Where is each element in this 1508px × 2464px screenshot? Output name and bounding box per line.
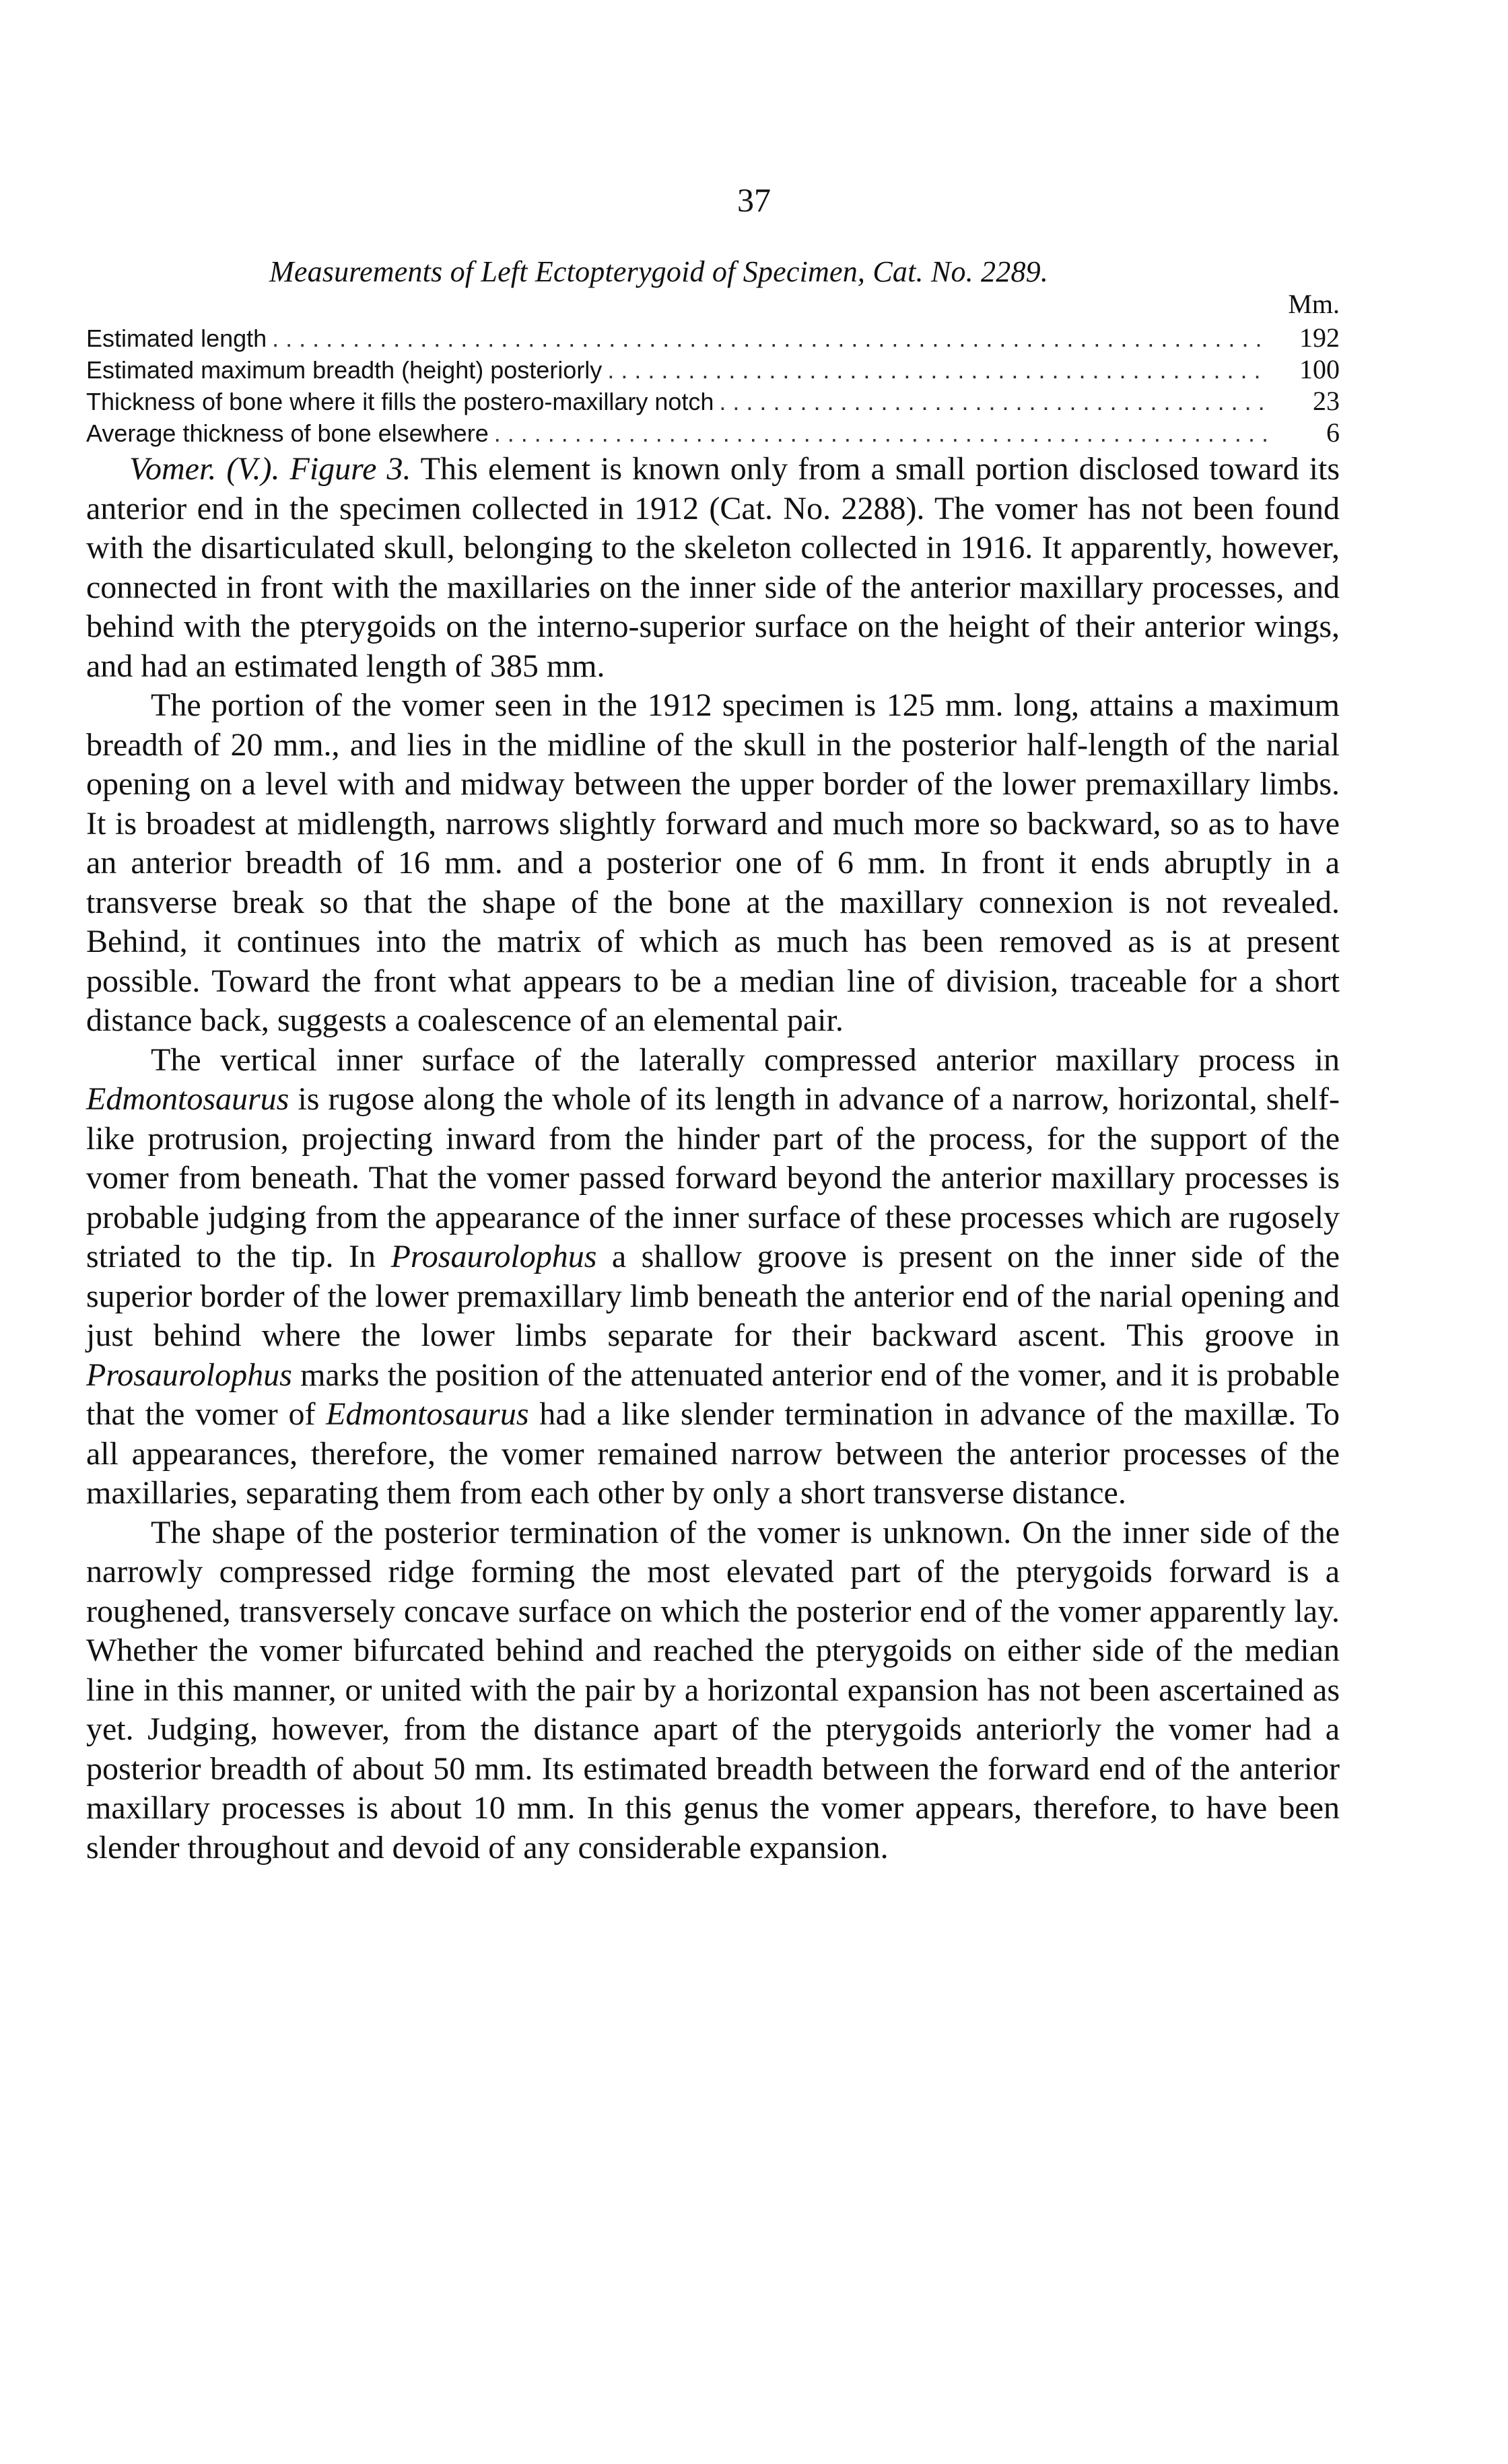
paragraph-inner-surface — [86, 1041, 1340, 1513]
dot-leader — [272, 322, 1267, 353]
paragraph-text: This element is known only from a small portion disclosed toward its anterior end in the specimen collected in 1912 (Cat. No. 2288). The vomer has not been found with the disarticulated skull, belonging to the skeleton collected in 1916. It apparently, however, connected in front with the maxillaries on the inner side of the anterior maxillary processes, and behind with the pterygoids on the interno-superior surface on the height of their anterior wings, and had an estimated length of 385 mm. — [86, 451, 1340, 684]
measurement-value: 6 — [1326, 417, 1340, 448]
measurement-label: Estimated length — [86, 324, 267, 352]
text-run: marks the position of the attenuated anterior end of the vomer, and it is probable that the vomer of — [86, 1357, 1340, 1432]
measurement-row — [86, 385, 1340, 417]
genus-name: Edmontosaurus — [86, 1081, 289, 1117]
measurements-title: Measurements of Left Ectopterygoid of Specimen, Cat. No. 2289. — [269, 255, 1049, 288]
measurements-table — [86, 322, 1340, 448]
paragraph-posterior-termination: The shape of the posterior termination of the vomer is unknown. On the inner side of the narrowly compressed ridge forming the most elevated part of the pterygoids forward is a roughened, transversely concave surface on which the posterior end of the vomer apparently lay. Whether the vomer bifurcated behind and reached the pterygoids on either side of the median line in this manner, or united with the pair by a horizontal expansion has not been ascertained as yet. Judging, however, from the distance apart of the pterygoids anteriorly the vomer had a posterior breadth of about 50 mm. Its estimated breadth between the forward end of the anterior maxillary processes is about 10 mm. In this genus the vomer appears, therefore, to have been slender throughout and devoid of any considerable expansion. — [86, 1514, 1340, 1866]
measurement-row — [86, 353, 1340, 385]
measurement-label: Average thickness of bone elsewhere — [86, 419, 489, 447]
body-text — [86, 450, 1340, 1868]
measurement-row — [86, 417, 1340, 448]
page-number: 37 — [737, 181, 771, 219]
dot-leader — [719, 386, 1267, 417]
text-run: The vertical inner surface of the laterally compressed anterior maxillary process in — [151, 1041, 1340, 1078]
measurement-row — [86, 322, 1340, 353]
text-run: is rugose along the whole of its length in advance of a narrow, horizontal, shelf-like protrusion, projecting inward from the hinder part of the process, for the support of the vomer from beneath. That the vomer passed forward beyond the anterior maxillary processes is probable judging from the appearance of the inner surface of these processes which are rugosely striated to the tip. In — [86, 1081, 1340, 1274]
unit-label: Mm. — [1288, 289, 1340, 319]
genus-name: Prosaurolophus — [86, 1357, 292, 1393]
measurement-value: 192 — [1299, 322, 1340, 353]
paragraph-vomer-intro — [86, 450, 1340, 686]
text-run: had a like slender termination in advance of the maxillæ. To all appearances, therefore, the vomer remained narrow between the anterior processes of the maxillaries, separating them from each other by only a short transverse distance. — [86, 1396, 1340, 1511]
genus-name: Prosaurolophus — [390, 1239, 597, 1274]
paragraph-vomer-portion: The portion of the vomer seen in the 1912 specimen is 125 mm. long, attains a maximum breadth of 20 mm., and lies in the midline of the skull in the posterior half-length of the narial opening on a level with and midway between the upper border of the lower premaxillary limbs. It is broadest at midlength, narrows slightly forward and much more so backward, so as to have an anterior breadth of 16 mm. and a posterior one of 6 mm. In front it ends abruptly in a transverse break so that the shape of the bone at the maxillary connexion is not revealed. Behind, it continues into the matrix of which as much has been removed as is at present possible. Toward the front what appears to be a median line of division, traceable for a short distance back, suggests a coalescence of an elemental pair. — [86, 687, 1340, 1038]
measurement-value: 100 — [1299, 354, 1340, 384]
dot-leader — [607, 354, 1267, 385]
text-run: a shallow groove is present on the inner side of the superior border of the lower premaxillary limb beneath the anterior end of the narial opening and just behind where the lower limbs separate for their backward ascent. This groove in — [86, 1239, 1340, 1353]
measurement-label: Thickness of bone where it fills the postero-maxillary notch — [86, 388, 714, 415]
genus-name: Edmontosaurus — [326, 1396, 529, 1432]
measurement-label: Estimated maximum breadth (height) posteriorly — [86, 356, 603, 384]
section-heading: Vomer. (V.). Figure 3. — [129, 451, 411, 487]
measurement-value: 23 — [1313, 386, 1340, 416]
dot-leader — [494, 417, 1267, 448]
